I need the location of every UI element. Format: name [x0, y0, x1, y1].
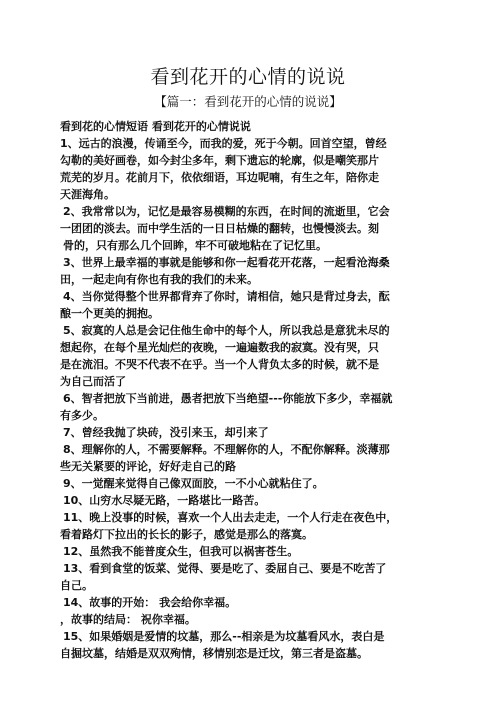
- text-line: 天涯海角。: [60, 188, 115, 201]
- text-line: 看着路灯下拉出的长长的影子，感觉是那么的落寞。: [60, 528, 313, 541]
- text-line: 有多少。: [60, 409, 104, 422]
- text-line: 一团团的淡去。而中学生活的一日日枯燥的翻转，也慢慢淡去。刻: [60, 222, 379, 235]
- text-line: 是在流泪。不哭不代表不在乎。当一个人背负太多的时候，就不是: [60, 358, 379, 371]
- text-line: 7、曾经我抛了块砖，没引来玉，却引来了: [63, 426, 269, 439]
- document-subtitle: 【篇一：看到花开的心情的说说】: [154, 94, 342, 109]
- text-line: 3、世界上最幸福的事就是能够和你一起看花开花落，一起看沧海桑: [63, 256, 390, 269]
- text-line: 8、理解你的人，不需要解释。不理解你的人，不配你解释。淡薄那: [63, 443, 390, 456]
- text-line: 酿一个更美的拥抱。: [60, 307, 159, 320]
- text-line: 看到花的心情短语 看到花开的心情说说: [60, 120, 251, 133]
- text-line: 13、看到食堂的饭菜、觉得、要是吃了、委屈自己、要是不吃苦了: [63, 562, 387, 575]
- text-line: 6、智者把放下当前进，愚者把放下当绝望---你能放下多少，幸福就: [63, 392, 393, 405]
- text-line: 骨的，只有那么几个回眸，牢不可破地粘在了记忆里。: [63, 239, 327, 252]
- text-line: 为自己而活了: [60, 375, 126, 388]
- text-line: 5、寂寞的人总是会记住他生命中的每个人，所以我总是意犹未尽的: [63, 324, 390, 337]
- text-line: 9、一觉醒来觉得自己像双面胶，一不小心就粘住了。: [63, 477, 324, 490]
- text-line: 荒芜的岁月。花前月下，依依细语，耳边呢喃，有生之年，陪你走: [60, 171, 379, 184]
- text-line: 自掘坟墓，结婚是双双殉情，移情别恋是迁坟，第三者是盗墓。: [60, 647, 368, 660]
- text-line: ，故事的结局： 祝你幸福。: [60, 613, 196, 626]
- text-line: 想起你，在每个星光灿烂的夜晚，一遍遍数我的寂寞。没有哭，只: [60, 341, 379, 354]
- text-line: 自己。: [60, 579, 93, 592]
- text-line: 15、如果婚姻是爱情的坟墓，那么--相亲是为坟墓看风水，表白是: [63, 630, 385, 643]
- text-line: 2、我常常以为，记忆是最容易模糊的东西，在时间的流逝里，它会: [63, 205, 390, 218]
- text-line: 10、山穷水尽疑无路，一路堪比一路苦。: [63, 494, 266, 507]
- text-line: 12、虽然我不能普度众生，但我可以祸害苍生。: [63, 545, 299, 558]
- text-line: 勾勒的美好画卷，如今封尘多年，剩下遗忘的轮廓，似是嘲笑那片: [60, 154, 379, 167]
- text-line: 田，一起走向有你也有我的我们的未来。: [60, 273, 258, 286]
- text-line: 4、当你觉得整个世界都背弃了你时，请相信，她只是背过身去，酝: [63, 290, 390, 303]
- text-line: 1、远古的浪漫，传诵至今，而我的爱，死于今朝。回首空望，曾经: [60, 137, 387, 150]
- document-title: 看到花开的心情的说说: [150, 66, 346, 88]
- text-line: 些无关紧要的评论，好好走自己的路: [60, 460, 236, 473]
- text-line: 14、故事的开始： 我会给你幸福。: [63, 596, 237, 609]
- text-line: 11、晚上没事的时候，喜欢一个人出去走走，一个人行走在夜色中，: [63, 511, 398, 524]
- document-body: [60, 118, 440, 662]
